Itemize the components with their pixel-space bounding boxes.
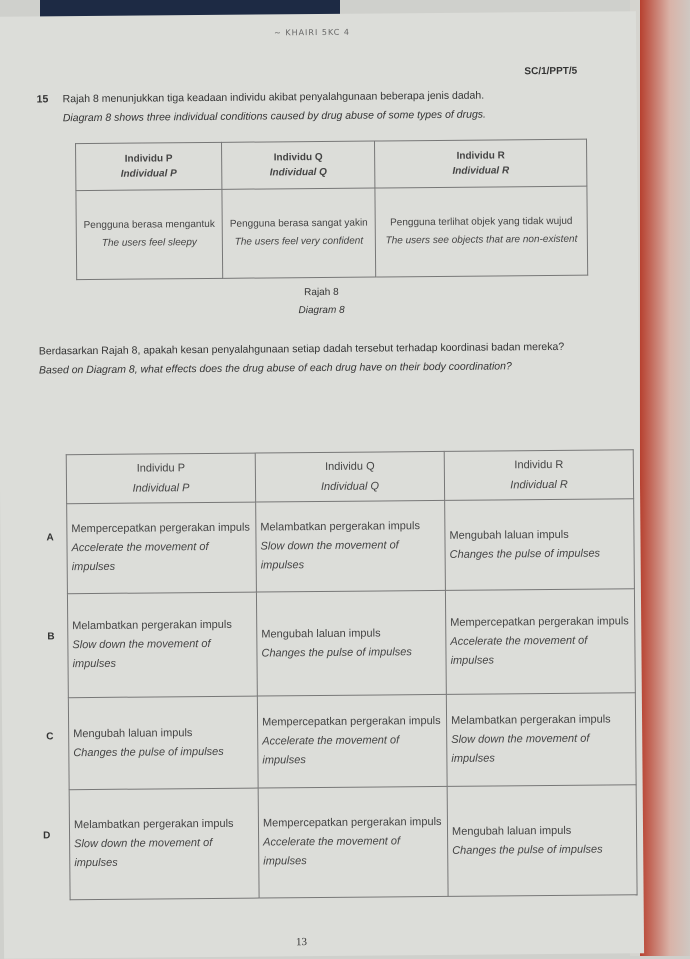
paper-code: SC/1/PPT/5	[524, 65, 578, 78]
option-label-b[interactable]: B	[47, 631, 55, 643]
diagram-header-r: Individu R Individual R	[375, 139, 587, 188]
option-cell: Mengubah laluan impuls Changes the pulse of impulses	[447, 785, 637, 897]
option-cell: Melambatkan pergerakan impuls Slow down the movement of impulses	[69, 788, 259, 900]
option-cell: Mengubah laluan impuls Changes the pulse of impulses	[445, 499, 635, 591]
option-cell: Mengubah laluan impuls Changes the pulse of impulses	[256, 590, 446, 696]
option-row-a[interactable]	[67, 499, 635, 594]
option-row-d[interactable]	[69, 785, 637, 900]
question-text	[63, 85, 633, 128]
option-label-a[interactable]: A	[46, 532, 54, 544]
diagram-cell-r: Pengguna terlihat objek yang tidak wujud The users see objects that are non-existent	[375, 186, 588, 277]
option-cell: Mempercepatkan pergerakan impuls Accelerate the movement of impulses	[445, 589, 635, 695]
prompt	[39, 337, 619, 380]
option-cell: Mempercepatkan pergerakan impuls Accelerate the movement of impulses	[258, 786, 448, 898]
diagram-caption: Rajah 8 Diagram 8	[298, 286, 345, 317]
options-header-q: Individu Q Individual Q	[255, 451, 444, 502]
page-number: 13	[295, 936, 308, 949]
options-table	[66, 449, 638, 900]
option-cell: Melambatkan pergerakan impuls Slow down the movement of impulses	[67, 592, 257, 698]
diagram-table	[75, 139, 588, 280]
question-number: 15	[36, 93, 49, 106]
option-cell: Mempercepatkan pergerakan impuls Accelerate the movement of impulses	[67, 502, 257, 594]
option-label-d[interactable]: D	[43, 830, 51, 842]
prompt-english: Based on Diagram 8, what effects does the drug abuse of each drug have on their body coordination?	[38, 360, 512, 377]
options-header-r: Individu R Individual R	[444, 450, 633, 501]
option-cell: Mempercepatkan pergerakan impuls Accelerate the movement of impulses	[257, 694, 447, 788]
option-row-b[interactable]	[67, 589, 635, 698]
question-malay: Rajah 8 menunjukkan tiga keadaan individu akibat penyalahgunaan beberapa jenis dadah.	[62, 89, 485, 106]
option-cell: Mengubah laluan impuls Changes the pulse of impulses	[68, 696, 258, 790]
option-cell: Melambatkan pergerakan impuls Slow down the movement of impulses	[446, 693, 636, 787]
question-english: Diagram 8 shows three individual conditions caused by drug abuse of some types of drugs.	[62, 108, 486, 125]
diagram-header-q: Individu Q Individual Q	[221, 141, 375, 189]
handwritten-note: ~ KHAIRI 5KC 4	[274, 27, 351, 38]
diagram-cell-q: Pengguna berasa sangat yakin The users feel very confident	[222, 188, 376, 278]
prompt-malay: Berdasarkan Rajah 8, apakah kesan penyalahgunaan setiap dadah tersebut terhadap koordinasi badan mereka?	[38, 340, 565, 358]
diagram-header-p: Individu P Individual P	[76, 142, 222, 190]
option-cell: Melambatkan pergerakan impuls Slow down the movement of impulses	[256, 500, 446, 592]
option-row-c[interactable]	[68, 693, 636, 790]
option-label-c[interactable]: C	[46, 731, 54, 743]
options-header-p: Individu P Individual P	[66, 453, 255, 504]
exam-page	[0, 11, 644, 959]
diagram-cell-p: Pengguna berasa mengantuk The users feel sleepy	[76, 189, 223, 279]
